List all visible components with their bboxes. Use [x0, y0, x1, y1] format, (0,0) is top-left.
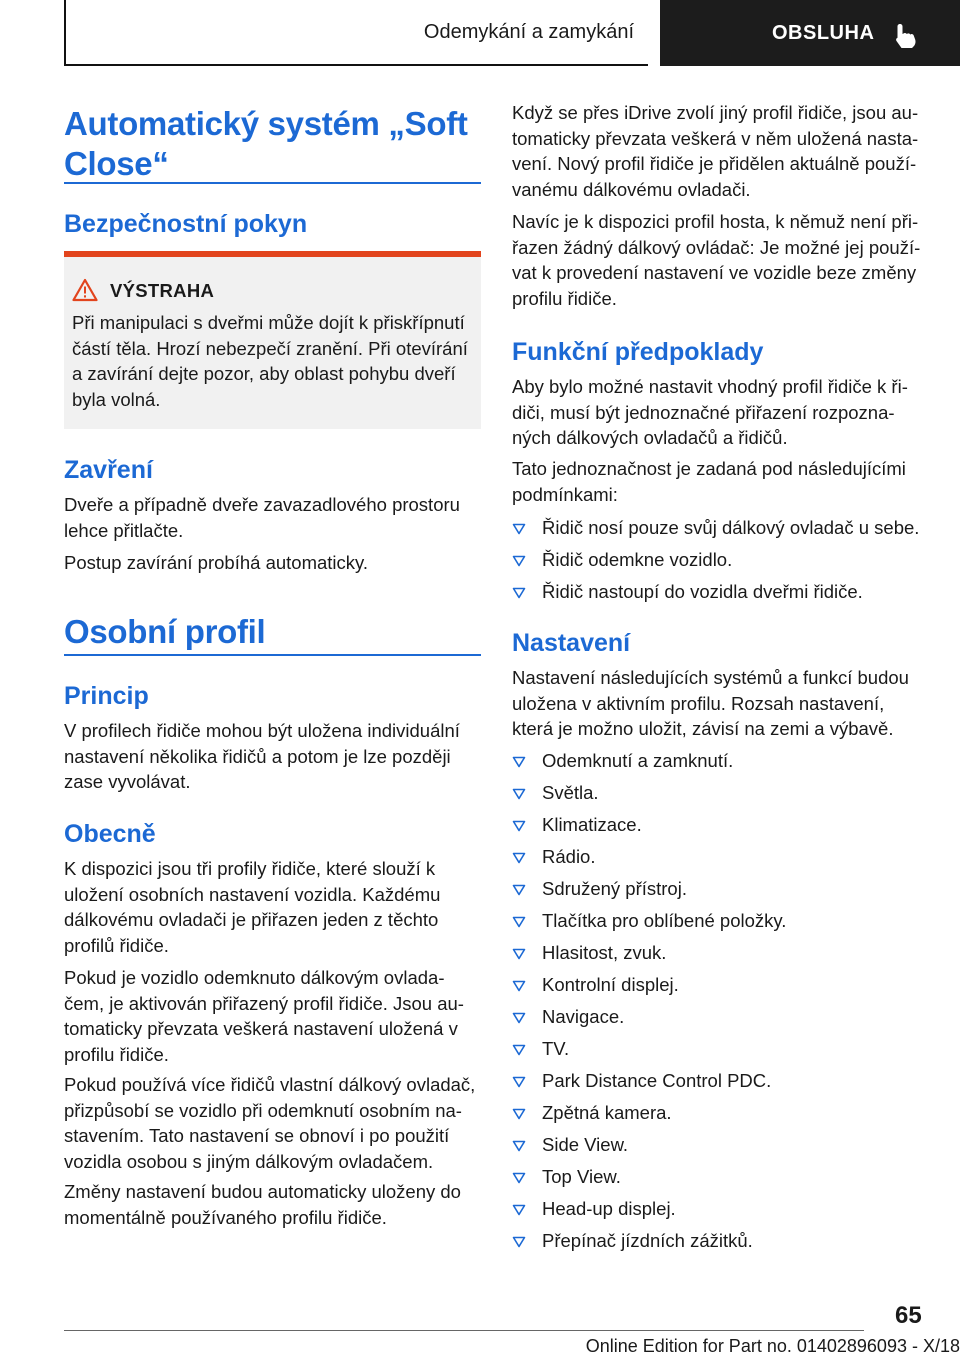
principle-paragraph — [64, 718, 481, 795]
text-line: K dispozici jsou tři profily řidiče, které slouží k — [64, 858, 436, 879]
text-line: vozidla osobou s jiným dálkovým ovladačem. — [64, 1150, 434, 1172]
text-line: V profilech řidiče mohou být uložena individuální — [64, 720, 460, 741]
warning-triangle-icon — [72, 278, 98, 302]
footer-edition: Online Edition for Part no. 01402896093 - X/18 — [585, 1336, 960, 1356]
text-line: profilů řidiče. — [64, 934, 169, 956]
footer-rule — [64, 1330, 864, 1331]
text-line: Když se přes iDrive zvolí jiný profil řidiče, jsou au- — [512, 102, 919, 123]
text-line: čem, je aktivován přiřazený profil řidiče. Jsou au- — [64, 992, 464, 1014]
closing-paragraph-2: Postup zavírání probíhá automaticky. — [64, 552, 369, 573]
heading-personal-profile: Osobní profil — [64, 613, 266, 650]
header-tab-label: OBSLUHA — [772, 21, 875, 44]
text-line: nastavení několika řidičů a potom je lze později — [64, 745, 451, 767]
list-item-text: Head-up displej. — [542, 1198, 676, 1219]
text-line: Pokud používá více řidičů vlastní dálkový ovladač, — [64, 1074, 476, 1095]
text-line: Pokud je vozidlo odemknuto dálkovým ovlada- — [64, 967, 445, 988]
touch-hand-icon — [893, 22, 919, 50]
text-line: uložení osobních nastavení vozidla. Každému — [64, 883, 441, 905]
warning-line: a zavírání dejte pozor, aby oblast pohybu dveří — [72, 363, 456, 384]
text-line: profilu řidiče. — [64, 1043, 169, 1065]
header-underline — [64, 64, 648, 66]
bullet-triangle-icon — [512, 1236, 526, 1248]
prerequisites-paragraph-2 — [512, 456, 932, 507]
bullet-triangle-icon — [512, 948, 526, 960]
list-item-text: TV. — [542, 1038, 570, 1059]
heading-general: Obecně — [64, 820, 156, 848]
bullet-triangle-icon — [512, 980, 526, 992]
header-section-title: Odemykání a zamykání — [423, 20, 634, 43]
text-line: vanému dálkovému ovladači. — [512, 178, 751, 200]
settings-paragraph — [512, 665, 932, 742]
list-item-text: Řidič nosí pouze svůj dálkový ovladač u sebe. — [542, 517, 920, 538]
bullet-triangle-icon — [512, 916, 526, 928]
text-line: Změny nastavení budou automaticky uloženy do — [64, 1181, 461, 1202]
bullet-triangle-icon — [512, 852, 526, 864]
rule-personal-profile — [64, 654, 481, 656]
bullet-triangle-icon — [512, 523, 526, 535]
text-line: která je možno uložit, závisí na zemi a výbavě. — [512, 718, 894, 739]
guest-profile-paragraph — [512, 209, 932, 311]
text-line: Tato jednoznačnost je zadaná pod následujícími — [512, 458, 906, 479]
bullet-triangle-icon — [512, 1204, 526, 1216]
list-item-text: Sdružený přístroj. — [542, 878, 687, 899]
list-item-text: Zpětná kamera. — [542, 1102, 672, 1123]
list-item-text: Tlačítka pro oblíbené položky. — [542, 910, 787, 931]
text-line: tomaticky převzata veškerá nastavení uložená v — [64, 1018, 458, 1039]
bullet-triangle-icon — [512, 1012, 526, 1024]
general-paragraph-1 — [64, 856, 481, 958]
page-number: 65 — [895, 1302, 922, 1329]
general-paragraph-4 — [64, 1179, 481, 1230]
text-line: přizpůsobí se vozidlo při odemknutí osobním na- — [64, 1099, 462, 1121]
heading-closing: Zavření — [64, 456, 153, 484]
bullet-triangle-icon — [512, 1140, 526, 1152]
list-item-text: Odemknutí a zamknutí. — [542, 750, 734, 771]
list-item-text: Klimatizace. — [542, 814, 642, 835]
list-item-text: Řidič nastoupí do vozidla dveřmi řidiče. — [542, 581, 863, 602]
text-line: podmínkami: — [512, 483, 618, 505]
warning-line: částí těla. Hrozí nebezpečí zranění. Při otevírání — [72, 337, 468, 359]
text-line: Navíc je k dispozici profil hosta, k němuž není při- — [512, 211, 919, 232]
bullet-triangle-icon — [512, 884, 526, 896]
idrive-paragraph — [512, 100, 932, 202]
heading-soft-close — [64, 104, 474, 184]
text-line: diči, musí být jednoznačné přiřazení rozpozna- — [512, 401, 895, 423]
bullet-triangle-icon — [512, 820, 526, 832]
text-line: vat k provedení nastavení ve vozidle beze změny — [512, 262, 917, 283]
list-item-text: Přepínač jízdních zážitků. — [542, 1230, 753, 1251]
rule-soft-close — [64, 182, 481, 184]
list-item-text: Navigace. — [542, 1006, 625, 1027]
bullet-triangle-icon — [512, 788, 526, 800]
bullet-triangle-icon — [512, 1076, 526, 1088]
text-line: řazen žádný dálkový ovládač: Je možné jej použí- — [512, 236, 921, 258]
text-line: profilu řidiče. — [512, 287, 617, 309]
list-item-text: Top View. — [542, 1166, 621, 1187]
text-line: Dveře a případně dveře zavazadlového prostoru — [64, 494, 460, 515]
heading-soft-close-text: Automatický systém „Soft Close“ — [64, 105, 468, 182]
warning-line: byla volná. — [72, 388, 161, 410]
heading-settings: Nastavení — [512, 629, 631, 657]
bullet-triangle-icon — [512, 756, 526, 768]
list-item-text: Side View. — [542, 1134, 629, 1155]
list-item-text: Řidič odemkne vozidlo. — [542, 549, 733, 570]
list-item-text: Hlasitost, zvuk. — [542, 942, 667, 963]
text-line: ných dálkových ovladačů a řidičů. — [512, 427, 788, 448]
text-line: Nastavení následujících systémů a funkcí budou — [512, 667, 909, 688]
text-line: dálkovému ovladači je přiřazen jeden z těchto — [64, 909, 439, 930]
bullet-triangle-icon — [512, 1044, 526, 1056]
warning-bar — [64, 251, 481, 257]
general-paragraph-3 — [64, 1072, 481, 1174]
text-line: uložena v aktivním profilu. Rozsah nastavení, — [512, 692, 885, 714]
text-line: momentálně používaného profilu řidiče. — [64, 1206, 387, 1228]
text-line: tomaticky převzata veškerá v něm uložená nasta- — [512, 127, 919, 149]
text-line: Aby bylo možné nastavit vhodný profil řidiče k ři- — [512, 376, 908, 397]
list-item-text: Kontrolní displej. — [542, 974, 679, 995]
warning-title: VÝSTRAHA — [110, 280, 215, 301]
heading-safety: Bezpečnostní pokyn — [64, 210, 308, 238]
list-item-text: Světla. — [542, 782, 599, 803]
prerequisites-paragraph-1 — [512, 374, 932, 451]
heading-prerequisites: Funkční předpoklady — [512, 338, 764, 366]
bullet-triangle-icon — [512, 1172, 526, 1184]
bullet-triangle-icon — [512, 587, 526, 599]
text-line: stavením. Tato nastavení se obnoví i po použití — [64, 1125, 450, 1146]
closing-paragraph-1 — [64, 492, 481, 543]
text-line: lehce přitlačte. — [64, 519, 184, 541]
heading-principle: Princip — [64, 682, 149, 710]
text-line: zase vyvolávat. — [64, 771, 191, 792]
warning-line: Při manipulaci s dveřmi může dojít k přiskřípnutí — [72, 312, 465, 333]
list-item-text: Rádio. — [542, 846, 596, 867]
general-paragraph-2 — [64, 965, 481, 1067]
text-line: vení. Nový profil řidiče je přidělen aktuálně použí- — [512, 153, 917, 174]
bullet-triangle-icon — [512, 1108, 526, 1120]
list-item-text: Park Distance Control PDC. — [542, 1070, 772, 1091]
warning-text — [72, 310, 477, 412]
bullet-triangle-icon — [512, 555, 526, 567]
